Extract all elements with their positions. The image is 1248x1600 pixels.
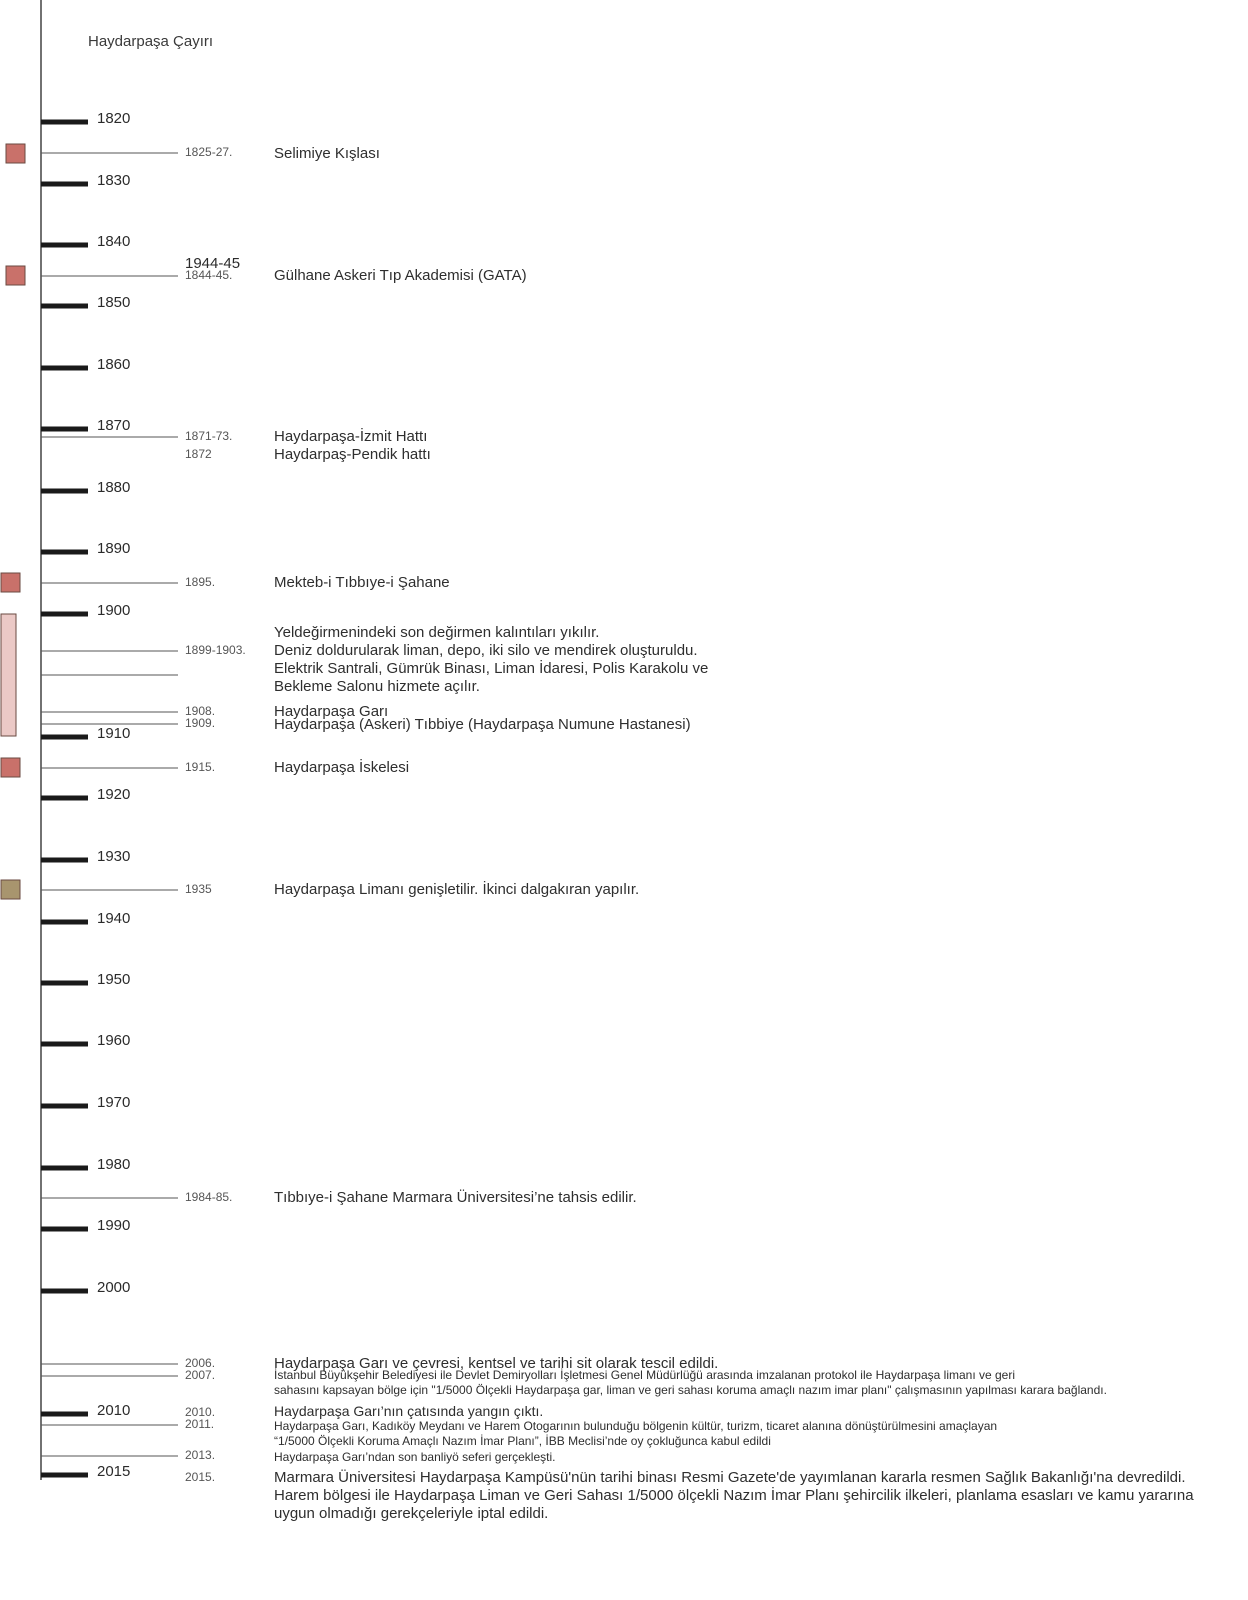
marker-1899-1909-range xyxy=(1,614,16,736)
decade-label: 1840 xyxy=(97,233,131,250)
event-date: 2011. xyxy=(185,1417,215,1431)
marker-liman-1935 xyxy=(1,880,20,899)
annotation-1944-45: 1944-45 xyxy=(185,255,241,272)
decade-label: 1890 xyxy=(97,540,131,557)
event-description-line: Haydarpaşa Garı, Kadıköy Meydanı ve Harem Otogarının bulunduğu bölgenin kültür, turizm, ticaret alanına dönüştürülmesini amaçlayan xyxy=(274,1419,998,1433)
decade-label: 1950 xyxy=(97,971,131,988)
event-description-line: Haydarpaşa Garı’nın çatısında yangın çıktı. xyxy=(274,1403,544,1419)
event-date: 2006. xyxy=(185,1356,216,1370)
marker-mekteb xyxy=(1,573,20,592)
marker-selimiye xyxy=(6,144,25,163)
event-description-line: Yeldeğirmenindeki son değirmen kalıntıları yıkılır. xyxy=(274,624,600,641)
event-description xyxy=(274,446,431,464)
decade-label: 1870 xyxy=(97,417,131,434)
event-description-line: Haydarpaşa İskelesi xyxy=(274,759,410,776)
event-description-line: Tıbbıye-i Şahane Marmara Üniversitesi’ne tahsis edilir. xyxy=(274,1189,637,1206)
event-description xyxy=(274,428,427,446)
event-description-line: Elektrik Santrali, Gümrük Binası, Liman İdaresi, Polis Karakolu ve xyxy=(274,660,709,677)
event-description-line: Harem bölgesi ile Haydarpaşa Liman ve Geri Sahası 1/5000 ölçekli Nazım İmar Planı şehircilik ilkeleri, planlama esasları ve kamu yararına xyxy=(274,1487,1194,1504)
event-date: 2015. xyxy=(185,1470,216,1484)
event-description xyxy=(274,1419,997,1449)
event-date: 1915. xyxy=(185,760,216,774)
decade-label: 2000 xyxy=(97,1279,131,1296)
event-description xyxy=(274,1450,555,1465)
decade-label: 2010 xyxy=(97,1402,131,1419)
decade-label: 1910 xyxy=(97,725,131,742)
decade-label: 1850 xyxy=(97,294,131,311)
event-description-line: İstanbul Büyükşehir Belediyesi ile Devlet Demiryolları İşletmesi Genel Müdürlüğü arasında imzalanan protokol ile Haydarpaşa limanı ve geri xyxy=(274,1368,1016,1382)
decade-label: 1900 xyxy=(97,602,131,619)
event-date: 1935 xyxy=(185,882,212,896)
event-description-line: sahasını kapsayan bölge için "1/5000 Ölçekli Haydarpaşa gar, liman ve geri sahası koruma amaçlı nazım imar planı" çalışmasının yapılması karara bağlandı. xyxy=(274,1383,1107,1397)
event-description xyxy=(274,1189,637,1207)
decade-label: 1820 xyxy=(97,110,131,127)
event-description xyxy=(274,624,708,696)
event-date: 1909. xyxy=(185,716,216,730)
event-description xyxy=(274,759,409,777)
decade-label: 1920 xyxy=(97,786,131,803)
decade-label: 1830 xyxy=(97,172,131,189)
event-date: 2007. xyxy=(185,1368,216,1382)
event-date: 1908. xyxy=(185,704,216,718)
decade-label: 1960 xyxy=(97,1032,131,1049)
event-description-line: Deniz doldurularak liman, depo, iki silo ve mendirek oluşturuldu. xyxy=(274,642,698,659)
event-date: 1899-1903. xyxy=(185,643,246,657)
decade-label: 1880 xyxy=(97,479,131,496)
event-description xyxy=(274,1368,1107,1398)
event-description xyxy=(274,574,450,592)
event-description-line: Gülhane Askeri Tıp Akademisi (GATA) xyxy=(274,267,527,284)
event-description-line: Haydarpaşa Garı ve çevresi, kentsel ve tarihi sit olarak tescil edildi. xyxy=(274,1355,719,1372)
event-date: 1871-73. xyxy=(185,429,233,443)
event-description-line: Haydarpaşa Garı’ndan son banliyö seferi gerçekleşti. xyxy=(274,1450,556,1464)
event-description xyxy=(274,1403,543,1420)
event-date: 1895. xyxy=(185,575,216,589)
event-date: 1825-27. xyxy=(185,145,233,159)
decade-label: 1860 xyxy=(97,356,131,373)
event-description xyxy=(274,716,691,734)
event-description-line: Marmara Üniversitesi Haydarpaşa Kampüsü'nün tarihi binası Resmi Gazete'de yayımlanan kararla resmen Sağlık Bakanlığı'na devredildi. xyxy=(274,1469,1186,1486)
marker-iskele xyxy=(1,758,20,777)
event-description-line: Bekleme Salonu hizmete açılır. xyxy=(274,678,480,695)
event-description xyxy=(274,267,527,285)
event-description-line: Haydarpaşa-İzmit Hattı xyxy=(274,428,428,445)
event-date: 1872 xyxy=(185,447,212,461)
decade-label: 1980 xyxy=(97,1156,131,1173)
decade-label: 1940 xyxy=(97,910,131,927)
event-description-line: Mekteb-i Tıbbıye-i Şahane xyxy=(274,574,450,591)
event-date: 2013. xyxy=(185,1448,216,1462)
event-description xyxy=(274,145,380,163)
event-date: 2010. xyxy=(185,1405,216,1419)
event-date: 1984-85. xyxy=(185,1190,233,1204)
marker-gata xyxy=(6,266,25,285)
decade-label: 2015 xyxy=(97,1463,131,1480)
event-description-line: Haydarpaşa Limanı genişletilir. İkinci dalgakıran yapılır. xyxy=(274,881,640,898)
event-description xyxy=(274,881,639,899)
event-description-line: Haydarpaş-Pendik hattı xyxy=(274,446,431,463)
decade-label: 1970 xyxy=(97,1094,131,1111)
region-title: Haydarpaşa Çayırı xyxy=(88,33,214,50)
event-description-line: “1/5000 Ölçekli Koruma Amaçlı Nazım İmar Planı”, İBB Meclisi’nde oy çokluğunca kabul edildi xyxy=(274,1434,771,1448)
event-description-line: Selimiye Kışlası xyxy=(274,145,380,162)
event-description-line: Haydarpaşa Garı xyxy=(274,703,389,720)
decade-label: 1930 xyxy=(97,848,131,865)
event-description xyxy=(274,1469,1194,1523)
event-date: 1844-45. xyxy=(185,268,233,282)
event-description-line: uygun olmadığı gerekçeleriyle iptal edildi. xyxy=(274,1505,549,1522)
decade-label: 1990 xyxy=(97,1217,131,1234)
event-description-line: Haydarpaşa (Askeri) Tıbbiye (Haydarpaşa Numune Hastanesi) xyxy=(274,716,691,733)
